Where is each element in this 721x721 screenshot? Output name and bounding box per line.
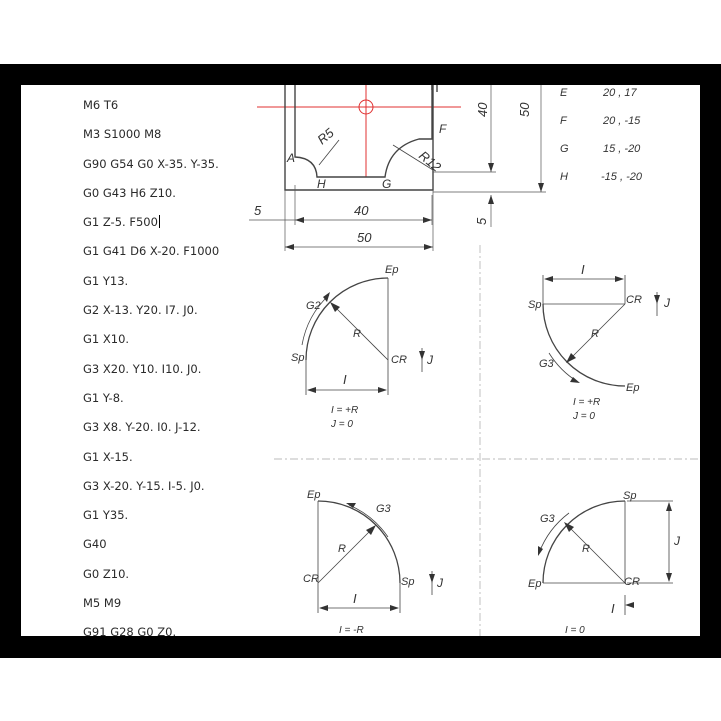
g3tr-formula-j: J = 0 <box>573 411 595 422</box>
g3bl-radius-line <box>318 528 373 583</box>
g3bl-i-arrow-left <box>319 605 328 611</box>
g3tr-i-label: I <box>581 262 585 277</box>
g3bl-i-arrow-right <box>390 605 399 611</box>
gcode-line: M3 S1000 M8 <box>83 127 162 142</box>
g2-cr-label: CR <box>391 354 407 366</box>
r12-label: R12 <box>416 147 444 175</box>
gcode-line: G1 X-15. <box>83 449 133 464</box>
g3br-i-arrow <box>625 602 634 608</box>
gcode-line: G91 G28 G0 Z0. <box>83 625 177 636</box>
point-h-label: H <box>317 177 326 191</box>
gcode-line: G1 Z-5. F500 <box>83 214 219 243</box>
gcode-line: G0 Z10. <box>83 566 130 581</box>
coordinates-table <box>560 87 643 183</box>
g3br-j-arrow-bottom <box>666 573 672 582</box>
g3bl-r-label: R <box>338 543 346 555</box>
g3tr-sp-label: Sp <box>528 299 542 311</box>
g3br-ep-label: Ep <box>528 578 542 590</box>
g3br-j-label: J <box>674 534 680 548</box>
gcode-line: G3 X-20. Y-15. I-5. J0. <box>83 478 205 493</box>
g3br-i-label: I <box>611 601 615 616</box>
dim-50-vertical-label: 50 <box>517 102 532 117</box>
g3bl-formula-i: I = -R <box>339 625 364 636</box>
g3tr-i-arrow-right <box>615 276 624 282</box>
gcode-line: M5 M9 <box>83 596 122 611</box>
part-inner-profile <box>295 85 432 177</box>
g3tr-ep-label: Ep <box>626 382 640 394</box>
coord-h-value: -15 , -20 <box>601 171 642 183</box>
dim-arrow-40-right <box>423 217 432 223</box>
g3bl-cr-label: CR <box>303 573 319 585</box>
g2-i-arrow-left <box>307 387 316 393</box>
part-drawing <box>249 85 546 251</box>
g3br-cr-label: CR <box>624 576 640 588</box>
point-g-label: G <box>382 177 392 191</box>
dim-arrow-50-right <box>424 244 433 250</box>
arc-diagram-g3-bottom-left <box>303 489 444 636</box>
g3tr-formula-i: I = +R <box>573 397 601 408</box>
dim-40-vertical-label: 40 <box>475 102 490 117</box>
gcode-line: G1 Y13. <box>83 273 129 288</box>
coord-e-label: E <box>560 87 568 99</box>
coord-f-label: F <box>560 115 567 127</box>
arc-diagram-g2 <box>291 264 434 430</box>
g2-formula-i: I = +R <box>331 405 359 416</box>
gcode-line: G1 Y-8. <box>83 390 124 405</box>
g3bl-j-label: J <box>437 576 443 590</box>
part-outer-border <box>285 85 433 190</box>
g2-j-label: J <box>427 353 433 367</box>
dim-arrow-5-right <box>488 195 494 204</box>
g3bl-i-label: I <box>353 591 357 606</box>
g3bl-command-label: G3 <box>376 503 391 515</box>
g3br-sp-label: Sp <box>623 490 637 502</box>
dim-40-horizontal-label: 40 <box>354 203 369 218</box>
g3bl-sp-label: Sp <box>401 576 415 588</box>
arc-diagram-g3-top-right <box>528 262 671 422</box>
coord-f-value: 20 , -15 <box>603 115 641 127</box>
dim-5-right-label: 5 <box>474 217 489 225</box>
gcode-line: G1 G41 D6 X-20. F1000 <box>83 244 220 259</box>
dim-arrow-50 <box>538 183 544 192</box>
point-a-label: A <box>287 151 296 165</box>
gcode-line: M6 T6 <box>83 98 119 112</box>
g3bl-j-arrow <box>429 574 435 583</box>
g3br-formula-i: I = 0 <box>565 625 585 636</box>
gcode-line: G3 X8. Y-20. I0. J-12. <box>83 420 201 435</box>
g2-j-arrow <box>419 351 425 360</box>
coord-g-value: 15 , -20 <box>603 143 641 155</box>
g3tr-command-label: G3 <box>539 358 554 370</box>
g2-sp-label: Sp <box>291 352 305 364</box>
g3br-r-label: R <box>582 543 590 555</box>
g3br-direction-arrow <box>538 546 543 556</box>
dim-arrow-40-left <box>295 217 304 223</box>
screenshot-content <box>21 85 700 636</box>
gcode-line: G0 G43 H6 Z10. <box>83 185 176 200</box>
g2-r-label: R <box>353 328 361 340</box>
gcode-line: G1 Y35. <box>83 508 129 523</box>
g3tr-r-label: R <box>591 328 599 340</box>
g3br-radius-line <box>567 525 625 583</box>
g3br-j-arrow-top <box>666 502 672 511</box>
g2-i-arrow-right <box>378 387 387 393</box>
gcode-line: G1 X10. <box>83 332 130 347</box>
g3tr-cr-label: CR <box>626 294 642 306</box>
technical-drawing <box>21 85 700 636</box>
dim-50-horizontal-label: 50 <box>357 230 372 245</box>
g3tr-i-arrow-left <box>544 276 553 282</box>
gcode-line: G3 X20. Y10. I10. J0. <box>83 361 202 376</box>
dim-arrow-40 <box>488 163 494 172</box>
g3tr-j-arrow <box>654 295 660 304</box>
point-f-label: F <box>439 122 447 136</box>
gcode-line: G90 G54 G0 X-35. Y-35. <box>83 156 219 171</box>
gcode-line: G2 X-13. Y20. I7. J0. <box>83 303 198 318</box>
g2-ep-label: Ep <box>385 264 399 276</box>
coord-g-label: G <box>560 143 569 155</box>
dim-5-left-label: 5 <box>254 203 262 218</box>
coord-h-label: H <box>560 171 568 183</box>
r5-label: R5 <box>314 125 337 148</box>
arc-diagram-g3-bottom-right <box>528 490 681 636</box>
g3tr-j-label: J <box>664 296 670 310</box>
g2-i-label: I <box>343 372 347 387</box>
gcode-line: G40 <box>83 537 107 552</box>
g3br-command-label: G3 <box>540 513 555 525</box>
coord-e-value: 20 , 17 <box>603 87 637 99</box>
g2-command-label: G2 <box>306 300 321 312</box>
g2-formula-j: J = 0 <box>331 419 353 430</box>
g3bl-ep-label: Ep <box>307 489 321 501</box>
dim-arrow-50-left <box>285 244 294 250</box>
